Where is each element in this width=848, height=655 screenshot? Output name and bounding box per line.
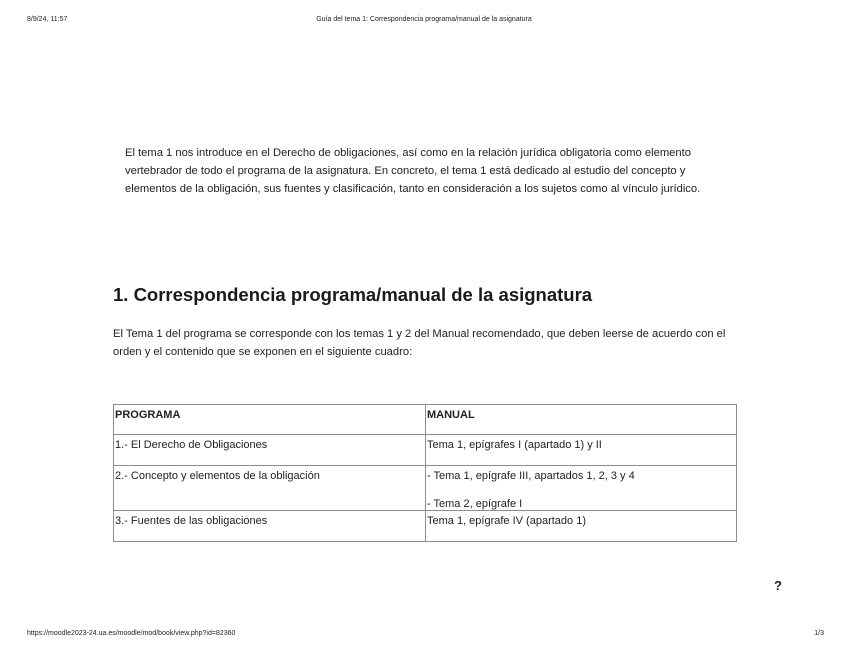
print-page-number: 1/3 <box>814 630 824 637</box>
manual-cell-line: - Tema 2, epígrafe I <box>427 498 523 510</box>
manual-cell-line: Tema 1, epígrafe IV (apartado 1) <box>427 515 586 527</box>
table-header-row <box>114 405 737 435</box>
header-manual: MANUAL <box>426 405 737 435</box>
section-title: 1. Correspondencia programa/manual de la asignatura <box>113 284 593 305</box>
manual-cell <box>426 466 737 511</box>
print-url: https://moodle2023-24.ua.es/moodle/mod/book/view.php?id=82360 <box>27 630 236 637</box>
help-icon[interactable]: ? <box>774 578 782 593</box>
print-date: 8/9/24, 11:57 <box>27 16 68 23</box>
table-row <box>114 435 737 466</box>
correspondence-table <box>113 404 737 542</box>
programa-cell: 3.- Fuentes de las obligaciones <box>114 511 426 542</box>
table-row <box>114 466 737 511</box>
header-programa: PROGRAMA <box>114 405 426 435</box>
programa-cell: 1.- El Derecho de Obligaciones <box>114 435 426 466</box>
manual-cell <box>426 435 737 466</box>
programa-cell: 2.- Concepto y elementos de la obligación <box>114 466 426 511</box>
section-paragraph: El Tema 1 del programa se corresponde con los temas 1 y 2 del Manual recomendado, que deben leerse de acuerdo con el orden y el contenido que se exponen en el siguiente cuadro: <box>113 328 726 358</box>
print-page-title: Guía del tema 1: Correspondencia programa/manual de la asignatura <box>316 16 532 23</box>
manual-cell-line: Tema 1, epígrafes I (apartado 1) y II <box>427 439 602 451</box>
manual-cell-line: - Tema 1, epígrafe III, apartados 1, 2, 3 y 4 <box>427 470 635 482</box>
table-row <box>114 511 737 542</box>
manual-cell <box>426 511 737 542</box>
intro-paragraph: El tema 1 nos introduce en el Derecho de obligaciones, así como en la relación jurídica obligatoria como elemento vertebrador de todo el programa de la asignatura. En concreto, el tema 1 está dedicado al estudio del concepto y elementos de la obligación, sus fuentes y clasificación, tanto en consideración a los sujetos como al vínculo jurídico. <box>125 147 701 195</box>
